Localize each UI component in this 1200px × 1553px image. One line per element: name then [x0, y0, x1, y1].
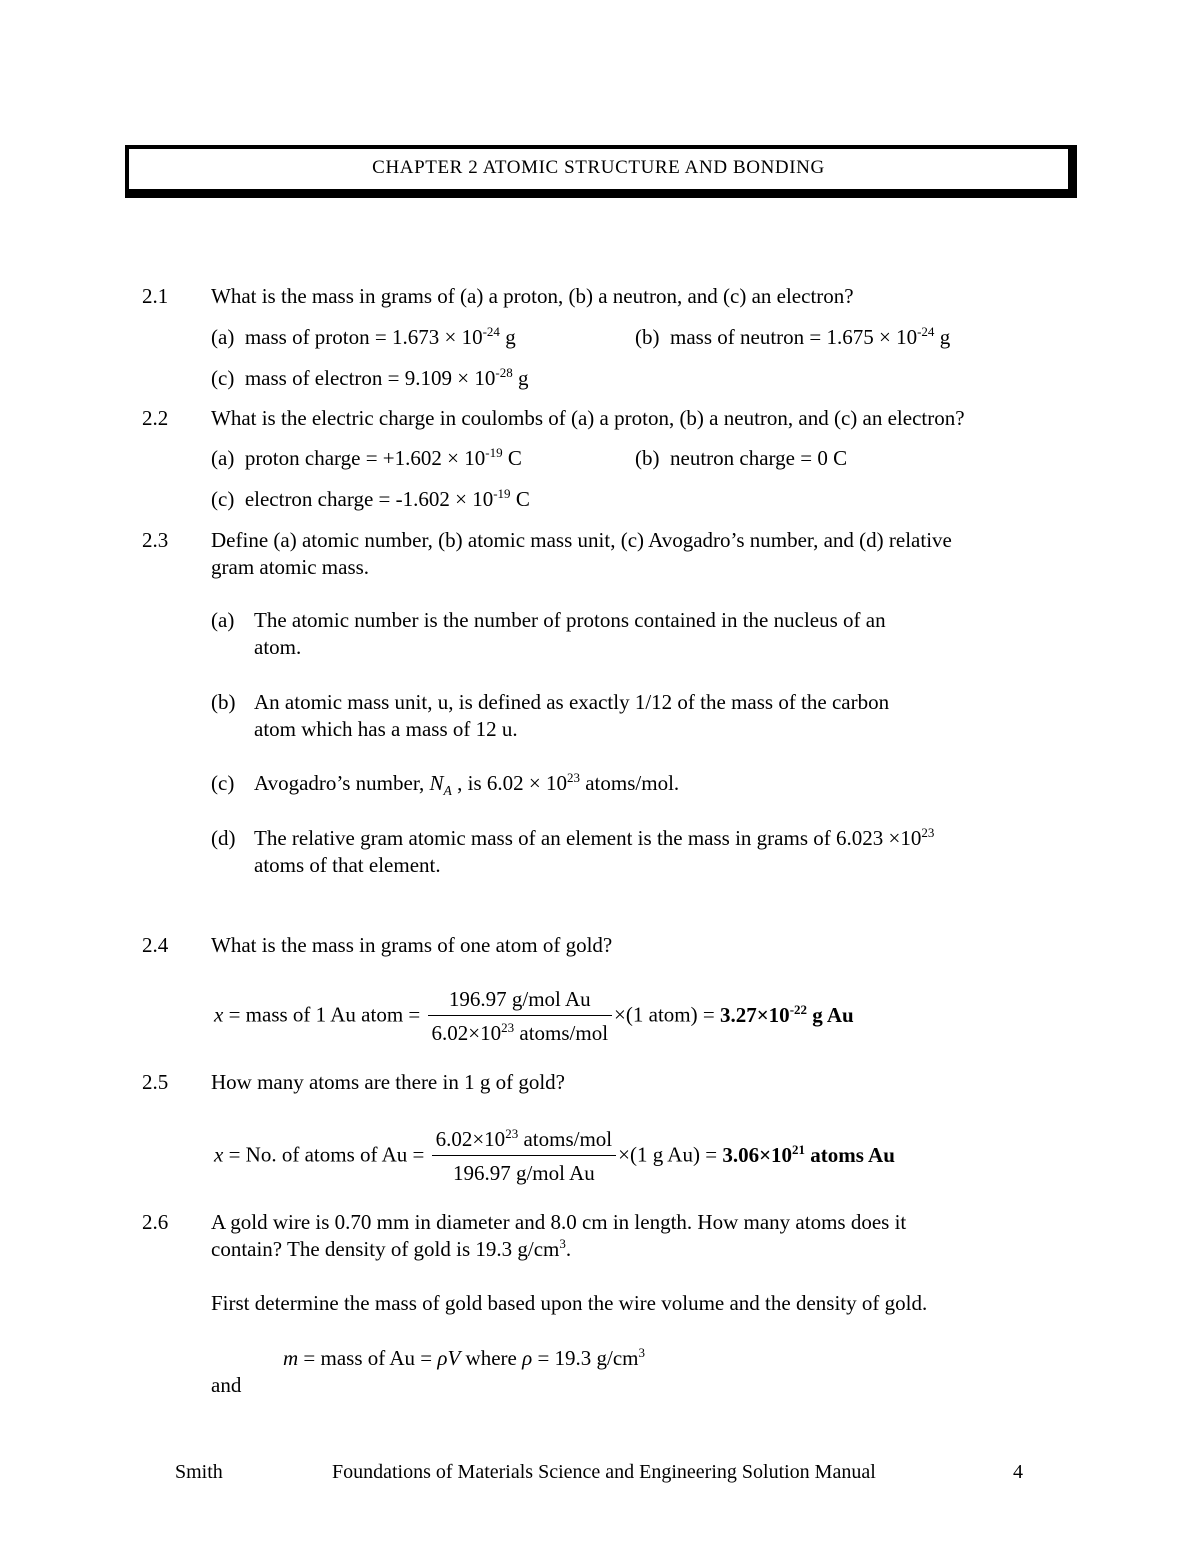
result-exponent: 21	[792, 1141, 806, 1157]
equation	[283, 1346, 645, 1371]
problem-question: What is the electric charge in coulombs of (a) a proton, (b) a neutron, and (c) an electron?	[211, 406, 965, 430]
equation-result	[720, 1003, 854, 1027]
answer-unit: C	[510, 487, 530, 511]
numerator-part: atoms/mol	[518, 1127, 613, 1151]
footer-book-title: Foundations of Materials Science and Engineering Solution Manual	[332, 1461, 876, 1483]
answer-text-part: , is 6.02 × 10	[451, 771, 567, 795]
result-part: g Au	[807, 1002, 854, 1027]
answer-text: proton charge = +1.602 × 10	[244, 446, 486, 470]
answer-unit: g	[934, 325, 951, 349]
answer-line	[211, 446, 522, 471]
question-part: .	[565, 1237, 572, 1261]
problem-number: 2.1	[142, 284, 169, 308]
denominator-part: 6.02×10	[431, 1021, 502, 1046]
instruction-text: First determine the mass of gold based upon the wire volume and the density of gold.	[211, 1291, 928, 1315]
problem-number: 2.2	[142, 406, 169, 430]
answer-label: (c)	[211, 366, 235, 390]
problem-question: Define (a) atomic number, (b) atomic mass unit, (c) Avogadro’s number, and (d) relative	[211, 528, 952, 552]
equation-variable: m	[283, 1346, 299, 1370]
problem-question-cont: gram atomic mass.	[211, 555, 370, 579]
answer-exponent: 23	[566, 769, 580, 785]
answer-exponent: -24	[917, 323, 935, 339]
avogadro-subscript: A	[443, 783, 452, 799]
fraction-denominator: 196.97 g/mol Au	[452, 1161, 595, 1186]
answer-line	[211, 487, 530, 512]
answer-exponent: -28	[495, 364, 513, 380]
equation-multiplier: ×(1 atom) =	[614, 1002, 720, 1027]
answer-exponent: -24	[482, 323, 500, 339]
denominator-part: atoms/mol	[514, 1021, 609, 1046]
answer-text	[254, 771, 679, 800]
answer-label: (a)	[211, 608, 235, 632]
equation-multiplier: ×(1 g Au) =	[618, 1142, 723, 1167]
fraction	[432, 1126, 617, 1188]
result-part: 3.06×10	[722, 1142, 793, 1167]
problem-number: 2.4	[142, 933, 169, 957]
avogadro-symbol: N	[429, 771, 444, 795]
equation-variable: x	[214, 1002, 224, 1027]
answer-unit: g	[512, 366, 529, 390]
problem-number: 2.5	[142, 1070, 169, 1094]
answer-line	[211, 325, 516, 350]
answer-text-part: atoms/mol.	[579, 771, 680, 795]
answer-label: (a)	[211, 325, 235, 349]
fraction-numerator: 196.97 g/mol Au	[428, 986, 613, 1016]
answer-exponent: -19	[493, 485, 511, 501]
answer-unit: g	[499, 325, 516, 349]
equation-lhs: = mass of 1 Au atom =	[223, 1002, 421, 1027]
question-part: contain? The density of gold is 19.3 g/cm	[211, 1237, 560, 1261]
answer-label: (d)	[211, 826, 236, 850]
and-text: and	[211, 1373, 242, 1397]
result-part: atoms Au	[805, 1142, 895, 1167]
answer-text: neutron charge = 0 C	[670, 446, 848, 470]
answer-text-part: Avogadro’s number,	[254, 771, 430, 795]
problem-question: What is the mass in grams of (a) a proton, (b) a neutron, and (c) an electron?	[211, 284, 854, 308]
result-exponent: -22	[789, 1001, 808, 1017]
chapter-title-banner	[125, 145, 1077, 198]
equation-part: = mass of Au =	[298, 1346, 438, 1370]
answer-label: (b)	[211, 690, 236, 714]
answer-text-part: The relative gram atomic mass of an element is the mass in grams of 6.023 ×10	[254, 826, 922, 850]
answer-label: (a)	[211, 446, 235, 470]
chapter-title: CHAPTER 2 ATOMIC STRUCTURE AND BONDING	[372, 157, 825, 178]
answer-text	[254, 826, 934, 851]
answer-exponent: 23	[921, 824, 935, 840]
equation-exponent: 3	[638, 1344, 646, 1360]
result-part: 3.27×10	[719, 1002, 790, 1027]
question-exponent: 3	[559, 1235, 566, 1251]
answer-line	[211, 366, 528, 391]
problem-question: A gold wire is 0.70 mm in diameter and 8.0 cm in length. How many atoms does it	[211, 1210, 907, 1234]
answer-text-cont: atoms of that element.	[254, 853, 441, 877]
answer-label: (c)	[211, 487, 235, 511]
rho-symbol: ρ	[437, 1346, 448, 1370]
equation-part: = 19.3 g/cm	[532, 1346, 639, 1370]
answer-text: mass of neutron = 1.675 × 10	[670, 325, 918, 349]
numerator-exponent: 23	[505, 1125, 519, 1141]
equation-part: where	[460, 1346, 523, 1370]
answer-text: electron charge = -1.602 × 10	[244, 487, 494, 511]
problem-number: 2.6	[142, 1210, 169, 1234]
equation-variable: x	[214, 1142, 224, 1167]
problem-question: What is the mass in grams of one atom of gold?	[211, 933, 613, 957]
footer-page-number: 4	[1013, 1461, 1023, 1483]
equation	[214, 986, 854, 1048]
answer-text: mass of proton = 1.673 × 10	[244, 325, 483, 349]
fraction-denominator	[428, 1016, 613, 1047]
answer-text: The atomic number is the number of protons contained in the nucleus of an	[254, 608, 886, 632]
rho-symbol: ρ	[522, 1346, 533, 1370]
problem-number: 2.3	[142, 528, 169, 552]
problem-question-cont	[211, 1237, 571, 1262]
volume-symbol: V	[447, 1346, 461, 1370]
equation	[214, 1126, 895, 1188]
answer-unit: C	[502, 446, 522, 470]
answer-exponent: -19	[485, 444, 503, 460]
answer-line	[635, 446, 847, 471]
equation-result	[722, 1143, 895, 1167]
fraction-numerator	[432, 1126, 617, 1156]
answer-text-cont: atom which has a mass of 12 u.	[254, 717, 518, 741]
footer-author: Smith	[175, 1461, 223, 1483]
answer-text: mass of electron = 9.109 × 10	[244, 366, 496, 390]
problem-question: How many atoms are there in 1 g of gold?	[211, 1070, 565, 1094]
fraction	[428, 986, 613, 1048]
answer-label: (c)	[211, 771, 235, 795]
answer-line	[635, 325, 950, 350]
numerator-part: 6.02×10	[435, 1127, 506, 1151]
answer-label: (b)	[635, 325, 660, 349]
answer-text: An atomic mass unit, u, is defined as exactly 1/12 of the mass of the carbon	[254, 690, 890, 714]
equation-lhs: = No. of atoms of Au =	[223, 1142, 425, 1167]
answer-text-cont: atom.	[254, 635, 302, 659]
answer-label: (b)	[635, 446, 660, 470]
denominator-exponent: 23	[501, 1020, 515, 1036]
